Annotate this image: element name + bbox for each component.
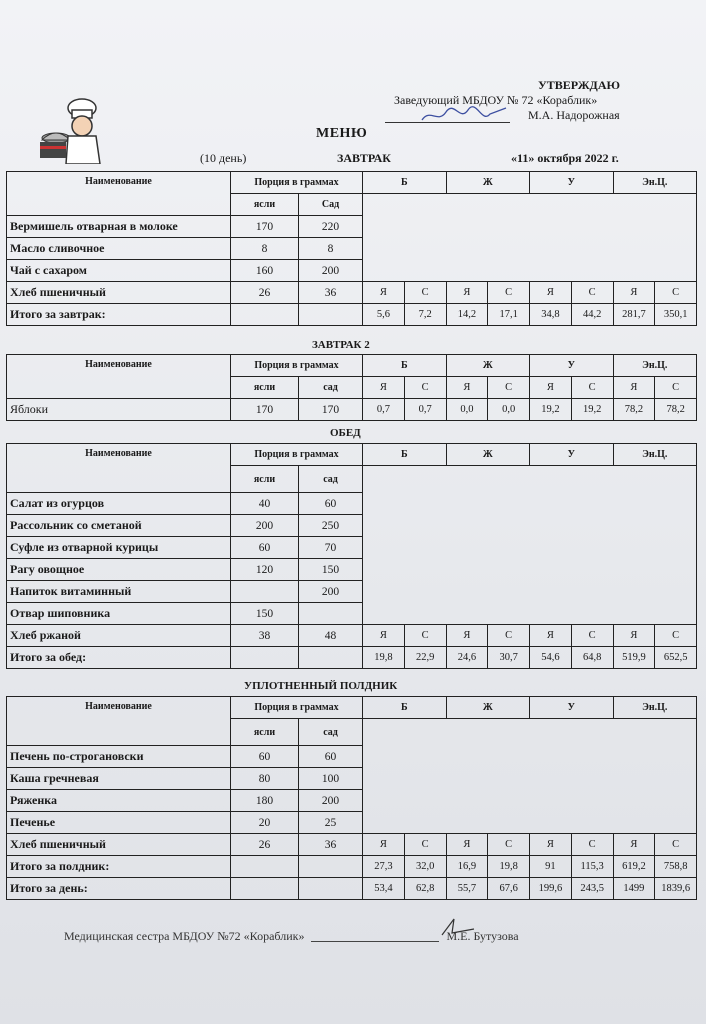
total-value: 350,1 xyxy=(655,304,697,326)
portion-yasli: 8 xyxy=(231,238,299,260)
dish-name: Каша гречневая xyxy=(7,768,231,790)
portion-sad: 170 xyxy=(299,399,363,421)
portion-sad: 100 xyxy=(299,768,363,790)
total-value: 14,2 xyxy=(446,304,488,326)
col-header-portion: Порция в граммах xyxy=(231,172,363,194)
col-header-carbs: У xyxy=(530,172,614,194)
col-header-sad: сад xyxy=(299,466,363,493)
col-header-energy: Эн.Ц. xyxy=(613,697,697,719)
col-header-name: Наименование xyxy=(7,172,231,216)
day-total-value: 1499 xyxy=(613,878,655,900)
sub-header-s: С xyxy=(404,834,446,856)
total-value: 758,8 xyxy=(655,856,697,878)
day-total-value: 62,8 xyxy=(404,878,446,900)
col-header-name: Наименование xyxy=(7,444,231,493)
empty-cell xyxy=(363,719,697,834)
portion-yasli: 80 xyxy=(231,768,299,790)
total-value: 19,8 xyxy=(363,647,405,669)
nurse-signature-image xyxy=(438,915,478,937)
sub-header-ya: Я xyxy=(530,282,572,304)
breakfast-table xyxy=(6,171,697,326)
sub-header-s: С xyxy=(655,834,697,856)
total-value: 16,9 xyxy=(446,856,488,878)
nutrient-value: 19,2 xyxy=(530,399,572,421)
breakfast2-table xyxy=(6,354,697,421)
portion-sad: 36 xyxy=(299,834,363,856)
col-header-portion: Порция в граммах xyxy=(231,697,363,719)
day-total-value: 243,5 xyxy=(571,878,613,900)
col-header-portion: Порция в граммах xyxy=(231,444,363,466)
portion-sad: 200 xyxy=(299,260,363,282)
approval-heading: УТВЕРЖДАЮ xyxy=(537,78,620,92)
sub-header-s: С xyxy=(488,834,530,856)
col-header-protein: Б xyxy=(363,172,447,194)
col-header-energy: Эн.Ц. xyxy=(613,355,697,377)
col-header-energy: Эн.Ц. xyxy=(613,444,697,466)
portion-yasli: 26 xyxy=(231,282,299,304)
sub-header-ya: Я xyxy=(613,625,655,647)
chef-logo-icon xyxy=(38,96,112,164)
col-header-yasli: ясли xyxy=(231,466,299,493)
sub-header-ya: Я xyxy=(446,834,488,856)
col-header-fat: Ж xyxy=(446,172,530,194)
table-row xyxy=(7,399,697,421)
footer-nurse-name: М.Е. Бутузова xyxy=(446,929,519,943)
portion-yasli: 200 xyxy=(231,515,299,537)
portion-yasli: 60 xyxy=(231,537,299,559)
total-value: 54,6 xyxy=(530,647,572,669)
sub-header-s: С xyxy=(571,282,613,304)
total-value: 19,8 xyxy=(488,856,530,878)
snack-table xyxy=(6,696,697,900)
col-header-protein: Б xyxy=(363,444,447,466)
sub-header-ya: Я xyxy=(446,282,488,304)
portion-yasli: 38 xyxy=(231,625,299,647)
col-header-yasli: ясли xyxy=(231,377,299,399)
total-value: 34,8 xyxy=(530,304,572,326)
sub-header-ya: Я xyxy=(363,282,405,304)
nutrient-value: 0,7 xyxy=(363,399,405,421)
page-title: МЕНЮ xyxy=(316,126,368,141)
portion-sad: 150 xyxy=(299,559,363,581)
dish-name: Хлеб пшеничный xyxy=(7,834,231,856)
col-header-protein: Б xyxy=(363,355,447,377)
dish-name: Напиток витаминный xyxy=(7,581,231,603)
day-total-value: 1839,6 xyxy=(655,878,697,900)
section-snack-heading: УПЛОТНЕННЫЙ ПОЛДНИК xyxy=(244,680,398,692)
total-label: Итого за обед: xyxy=(7,647,231,669)
sub-header-ya: Я xyxy=(613,377,655,399)
portion-sad: 60 xyxy=(299,746,363,768)
sub-header-s: С xyxy=(655,282,697,304)
dish-name: Рассольник со сметаной xyxy=(7,515,231,537)
sub-header-ya: Я xyxy=(530,377,572,399)
total-value: 64,8 xyxy=(571,647,613,669)
portion-yasli: 170 xyxy=(231,216,299,238)
total-label: Итого за полдник: xyxy=(7,856,231,878)
portion-sad: 60 xyxy=(299,493,363,515)
portion-sad: 220 xyxy=(299,216,363,238)
dish-name: Рагу овощное xyxy=(7,559,231,581)
col-header-energy: Эн.Ц. xyxy=(613,172,697,194)
portion-sad: 200 xyxy=(299,790,363,812)
lunch-table xyxy=(6,443,697,669)
total-value: 5,6 xyxy=(363,304,405,326)
portion-sad: 48 xyxy=(299,625,363,647)
dish-name: Печенье xyxy=(7,812,231,834)
approval-position: Заведующий МБДОУ № 72 «Кораблик» xyxy=(394,93,598,107)
day-total-value: 199,6 xyxy=(530,878,572,900)
total-value: 519,9 xyxy=(613,647,655,669)
portion-sad: 70 xyxy=(299,537,363,559)
dish-name: Ряженка xyxy=(7,790,231,812)
total-value: 91 xyxy=(530,856,572,878)
total-value: 17,1 xyxy=(488,304,530,326)
portion-yasli: 26 xyxy=(231,834,299,856)
col-header-yasli: ясли xyxy=(231,194,299,216)
total-label: Итого за завтрак: xyxy=(7,304,231,326)
portion-yasli: 60 xyxy=(231,746,299,768)
nutrient-value: 0,0 xyxy=(488,399,530,421)
total-value: 115,3 xyxy=(571,856,613,878)
dish-name: Вермишель отварная в молоке xyxy=(7,216,231,238)
dish-name: Хлеб ржаной xyxy=(7,625,231,647)
sub-header-ya: Я xyxy=(613,834,655,856)
sub-header-ya: Я xyxy=(446,377,488,399)
sub-header-s: С xyxy=(571,834,613,856)
sub-header-ya: Я xyxy=(363,625,405,647)
portion-yasli: 120 xyxy=(231,559,299,581)
sub-header-s: С xyxy=(488,625,530,647)
col-header-name: Наименование xyxy=(7,355,231,399)
col-header-carbs: У xyxy=(530,697,614,719)
col-header-fat: Ж xyxy=(446,444,530,466)
col-header-name: Наименование xyxy=(7,697,231,746)
portion-yasli: 150 xyxy=(231,603,299,625)
sub-header-s: С xyxy=(488,282,530,304)
table-row xyxy=(7,834,697,856)
portion-yasli xyxy=(231,581,299,603)
day-total-value: 67,6 xyxy=(488,878,530,900)
dish-name: Масло сливочное xyxy=(7,238,231,260)
total-row xyxy=(7,647,697,669)
col-header-carbs: У xyxy=(530,355,614,377)
col-header-sad: сад xyxy=(299,377,363,399)
dish-name: Яблоки xyxy=(7,399,231,421)
portion-yasli: 180 xyxy=(231,790,299,812)
dish-name: Хлеб пшеничный xyxy=(7,282,231,304)
sub-header-ya: Я xyxy=(446,625,488,647)
total-value: 32,0 xyxy=(404,856,446,878)
col-header-carbs: У xyxy=(530,444,614,466)
total-value: 619,2 xyxy=(613,856,655,878)
col-header-protein: Б xyxy=(363,697,447,719)
nutrient-value: 0,7 xyxy=(404,399,446,421)
col-header-fat: Ж xyxy=(446,697,530,719)
sub-header-s: С xyxy=(404,282,446,304)
sub-header-ya: Я xyxy=(530,834,572,856)
nutrient-value: 0,0 xyxy=(446,399,488,421)
sub-header-s: С xyxy=(571,377,613,399)
portion-sad: 36 xyxy=(299,282,363,304)
portion-sad: 25 xyxy=(299,812,363,834)
total-value: 27,3 xyxy=(363,856,405,878)
portion-yasli: 160 xyxy=(231,260,299,282)
col-header-sad: Сад xyxy=(299,194,363,216)
sub-header-ya: Я xyxy=(363,834,405,856)
total-value: 281,7 xyxy=(613,304,655,326)
total-row xyxy=(7,304,697,326)
signature-image xyxy=(420,104,510,126)
table-row xyxy=(7,282,697,304)
section-breakfast2-heading: ЗАВТРАК 2 xyxy=(312,339,370,351)
total-value: 22,9 xyxy=(404,647,446,669)
empty-cell xyxy=(363,466,697,625)
col-header-fat: Ж xyxy=(446,355,530,377)
dish-name: Чай с сахаром xyxy=(7,260,231,282)
total-value: 24,6 xyxy=(446,647,488,669)
sub-header-s: С xyxy=(404,377,446,399)
approval-name: М.А. Надорожная xyxy=(528,108,620,122)
footer-signature-line xyxy=(311,941,439,942)
footer-nurse-position: Медицинская сестра МБДОУ №72 «Кораблик» xyxy=(64,929,305,943)
sub-header-ya: Я xyxy=(363,377,405,399)
col-header-yasli: ясли xyxy=(231,719,299,746)
sub-header-s: С xyxy=(655,377,697,399)
section-lunch-heading: ОБЕД xyxy=(330,427,361,439)
meal-breakfast-heading: ЗАВТРАК xyxy=(337,151,392,165)
total-value: 7,2 xyxy=(404,304,446,326)
nutrient-value: 19,2 xyxy=(571,399,613,421)
nutrient-value: 78,2 xyxy=(613,399,655,421)
col-header-portion: Порция в граммах xyxy=(231,355,363,377)
portion-yasli: 20 xyxy=(231,812,299,834)
portion-yasli: 40 xyxy=(231,493,299,515)
menu-date: «11» октября 2022 г. xyxy=(511,151,619,165)
sub-header-s: С xyxy=(404,625,446,647)
nutrient-value: 78,2 xyxy=(655,399,697,421)
table-row xyxy=(7,625,697,647)
empty-cell xyxy=(363,194,697,282)
sub-header-s: С xyxy=(655,625,697,647)
dish-name: Салат из огурцов xyxy=(7,493,231,515)
total-row xyxy=(7,856,697,878)
col-header-sad: сад xyxy=(299,719,363,746)
portion-sad: 8 xyxy=(299,238,363,260)
portion-sad: 200 xyxy=(299,581,363,603)
dish-name: Печень по-строгановски xyxy=(7,746,231,768)
total-value: 44,2 xyxy=(571,304,613,326)
sub-header-ya: Я xyxy=(530,625,572,647)
dish-name: Отвар шиповника xyxy=(7,603,231,625)
portion-sad xyxy=(299,603,363,625)
day-total-value: 55,7 xyxy=(446,878,488,900)
total-value: 652,5 xyxy=(655,647,697,669)
sub-header-ya: Я xyxy=(613,282,655,304)
day-total-value: 53,4 xyxy=(363,878,405,900)
sub-header-s: С xyxy=(571,625,613,647)
dish-name: Суфле из отварной курицы xyxy=(7,537,231,559)
portion-yasli: 170 xyxy=(231,399,299,421)
total-value: 30,7 xyxy=(488,647,530,669)
day-total-label: Итого за день: xyxy=(7,878,231,900)
sub-header-s: С xyxy=(488,377,530,399)
portion-sad: 250 xyxy=(299,515,363,537)
day-number: (10 день) xyxy=(200,151,247,165)
day-total-row xyxy=(7,878,697,900)
